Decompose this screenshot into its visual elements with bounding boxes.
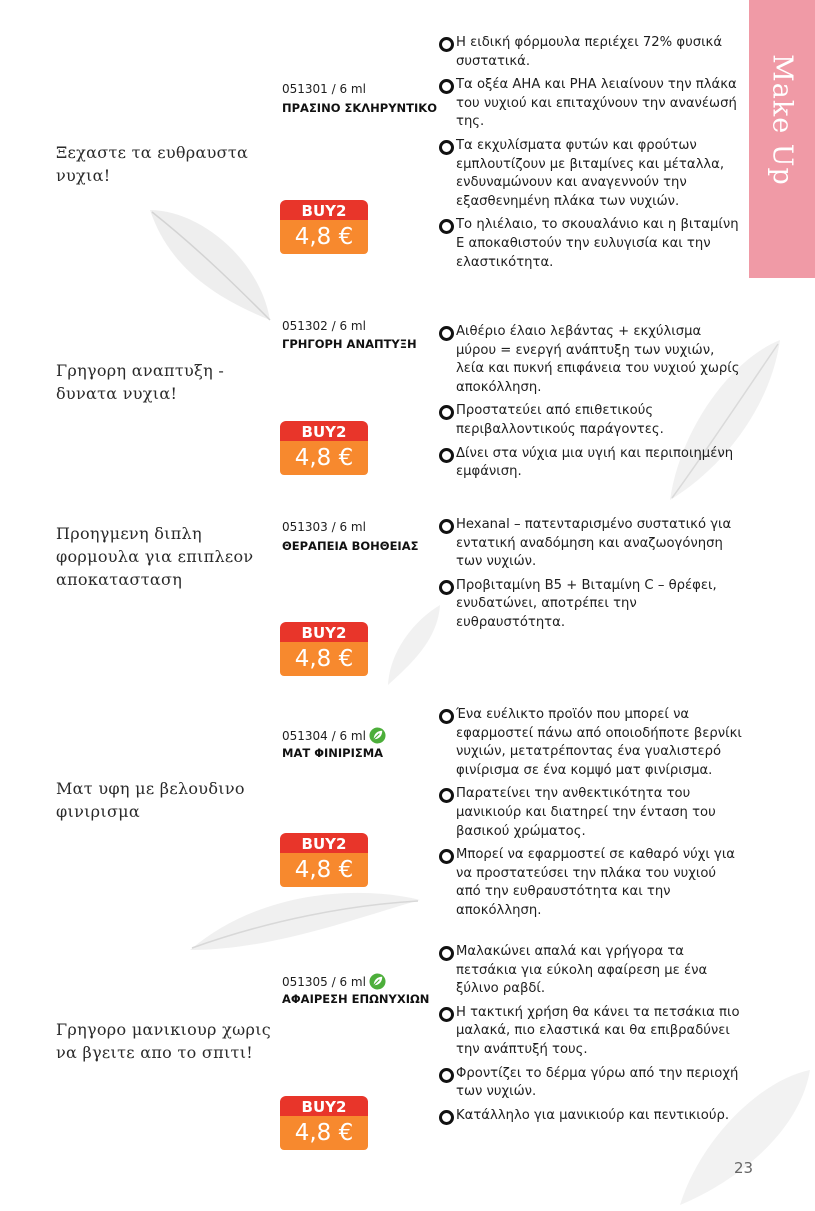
price-badge [280, 200, 368, 254]
bullet-icon [439, 405, 454, 420]
bullet-icon [439, 788, 454, 803]
list-item: Δίνει στα νύχια μια υγιή και περιποιημένη εμφάνιση. [439, 445, 744, 482]
feather-decoration [140, 190, 280, 330]
bullet-icon [439, 849, 454, 864]
bullet-icon [439, 140, 454, 155]
badge-offer: BUY2 [280, 1096, 368, 1118]
badge-offer: BUY2 [280, 200, 368, 222]
product-name: ΘΕΡΑΠΕΙΑ ΒΟΗΘΕΙΑΣ [282, 539, 419, 553]
section-tab [749, 0, 815, 278]
bullet-icon [439, 37, 454, 52]
product-headline: Γρηγορο μανικιουρ χωρις να βγειτε απο το σπιτι! [56, 1020, 272, 1062]
list-item: Κατάλληλο για μανικιούρ και πεντικιούρ. [439, 1107, 744, 1126]
feature-list [439, 34, 744, 277]
product-code-text: 051303 / 6 ml [282, 520, 366, 534]
page-number: 23 [734, 1159, 754, 1177]
product-name: ΜΑΤ ΦΙΝΙΡΙΣΜΑ [282, 746, 384, 760]
list-item: Μπορεί να εφαρμοστεί σε καθαρό νύχι για να προστατεύσει την πλάκα του νυχιού από την ευθραυστότητα και την αποκόλληση. [439, 846, 744, 920]
list-item: Παρατείνει την ανθεκτικότητα του μανικιούρ και διατηρεί την ένταση του βασικού χρώματος. [439, 785, 744, 841]
product-name: ΓΡΗΓΟΡΗ ΑΝΑΠΤΥΞΗ [282, 337, 417, 351]
badge-price: 4,8 € [280, 642, 368, 676]
badge-offer: BUY2 [280, 622, 368, 644]
bullet-icon [439, 946, 454, 961]
badge-price: 4,8 € [280, 220, 368, 254]
badge-price: 4,8 € [280, 441, 368, 475]
bullet-icon [439, 1068, 454, 1083]
bullet-icon [439, 448, 454, 463]
product-name: ΠΡΑΣΙΝΟ ΣΚΛΗΡΥΝΤΙΚΟ [282, 101, 437, 115]
list-item: Προστατεύει από επιθετικούς περιβαλλοντικούς παράγοντες. [439, 402, 744, 439]
product-code [282, 973, 386, 990]
badge-price: 4,8 € [280, 853, 368, 887]
product-code-text: 051301 / 6 ml [282, 82, 366, 96]
list-item: Τα οξέα AHA και PHA λειαίνουν την πλάκα του νυχιού και επιταχύνουν την ανανέωσή της. [439, 76, 744, 132]
list-item: Hexanal – πατενταρισμένο συστατικό για εντατική αναδόμηση και αναζωογόνηση των νυχιών. [439, 516, 744, 572]
list-item: Προβιταμίνη B5 + Βιταμίνη C – θρέφει, ενυδατώνει, αποτρέπει την ευθραυστότητα. [439, 577, 744, 633]
price-badge [280, 622, 368, 676]
price-badge [280, 833, 368, 887]
product-headline: Ματ υφη με βελουδινο φινιρισμα [56, 779, 245, 821]
leaf-icon [369, 973, 386, 990]
list-item: Μαλακώνει απαλά και γρήγορα τα πετσάκια για εύκολη αφαίρεση με ένα ξύλινο ραβδί. [439, 943, 744, 999]
badge-offer: BUY2 [280, 421, 368, 443]
price-badge [280, 1096, 368, 1150]
product-code-text: 051302 / 6 ml [282, 319, 366, 333]
bullet-icon [439, 219, 454, 234]
bullet-icon [439, 1007, 454, 1022]
product-headline: Προηγμενη διπλη φορμουλα για επιπλεον αποκατασταση [56, 524, 254, 589]
bullet-icon [439, 79, 454, 94]
product-code [282, 319, 366, 333]
product-code [282, 520, 366, 534]
section-tab-label: Make Up [766, 54, 798, 186]
bullet-icon [439, 1110, 454, 1125]
leaf-icon [369, 727, 386, 744]
feather-decoration [180, 880, 430, 970]
bullet-icon [439, 326, 454, 341]
list-item: Αιθέριο έλαιο λεβάντας + εκχύλισμα μύρου = ενεργή ανάπτυξη των νυχιών, λεία και πυκνή επιφάνεια του νυχιού χωρίς αποκόλληση. [439, 323, 744, 397]
list-item: Η τακτική χρήση θα κάνει τα πετσάκια πιο μαλακά, πιο ελαστικά και θα επιβραδύνει την ανάπτυξή τους. [439, 1004, 744, 1060]
list-item: Η ειδική φόρμουλα περιέχει 72% φυσικά συστατικά. [439, 34, 744, 71]
list-item: Το ηλιέλαιο, το σκουαλάνιο και η βιταμίνη E αποκαθιστούν την ευλυγισία και την ελαστικότητα. [439, 216, 744, 272]
bullet-icon [439, 519, 454, 534]
bullet-icon [439, 709, 454, 724]
list-item: Φροντίζει το δέρμα γύρω από την περιοχή των νυχιών. [439, 1065, 744, 1102]
bullet-icon [439, 580, 454, 595]
product-code-text: 051304 / 6 ml [282, 728, 366, 743]
product-headline: Γρηγορη αναπτυξη - δυνατα νυχια! [56, 361, 225, 403]
badge-price: 4,8 € [280, 1116, 368, 1150]
feature-list [439, 706, 744, 926]
product-name: ΑΦΑΙΡΕΣΗ ΕΠΩΝΥΧΙΩΝ [282, 992, 430, 1006]
list-item: Τα εκχυλίσματα φυτών και φρούτων εμπλουτίζουν με βιταμίνες και μέταλλα, ενδυναμώνουν και αναγεννούν την εξασθενημένη πλάκα των νυχιών. [439, 137, 744, 211]
list-item: Ένα ευέλικτο προϊόν που μπορεί να εφαρμοστεί πάνω από οποιοδήποτε βερνίκι νυχιών, μετατρέποντας ένα γυαλιστερό φινίρισμα σε ένα κομψό ματ φινίρισμα. [439, 706, 744, 780]
product-code [282, 82, 366, 96]
feature-list [439, 943, 744, 1130]
feature-list [439, 323, 744, 487]
product-headline: Ξεχαστε τα ευθραυστα νυχια! [56, 143, 249, 185]
product-code-text: 051305 / 6 ml [282, 974, 366, 989]
feature-list [439, 516, 744, 638]
badge-offer: BUY2 [280, 833, 368, 855]
price-badge [280, 421, 368, 475]
product-code [282, 727, 386, 744]
